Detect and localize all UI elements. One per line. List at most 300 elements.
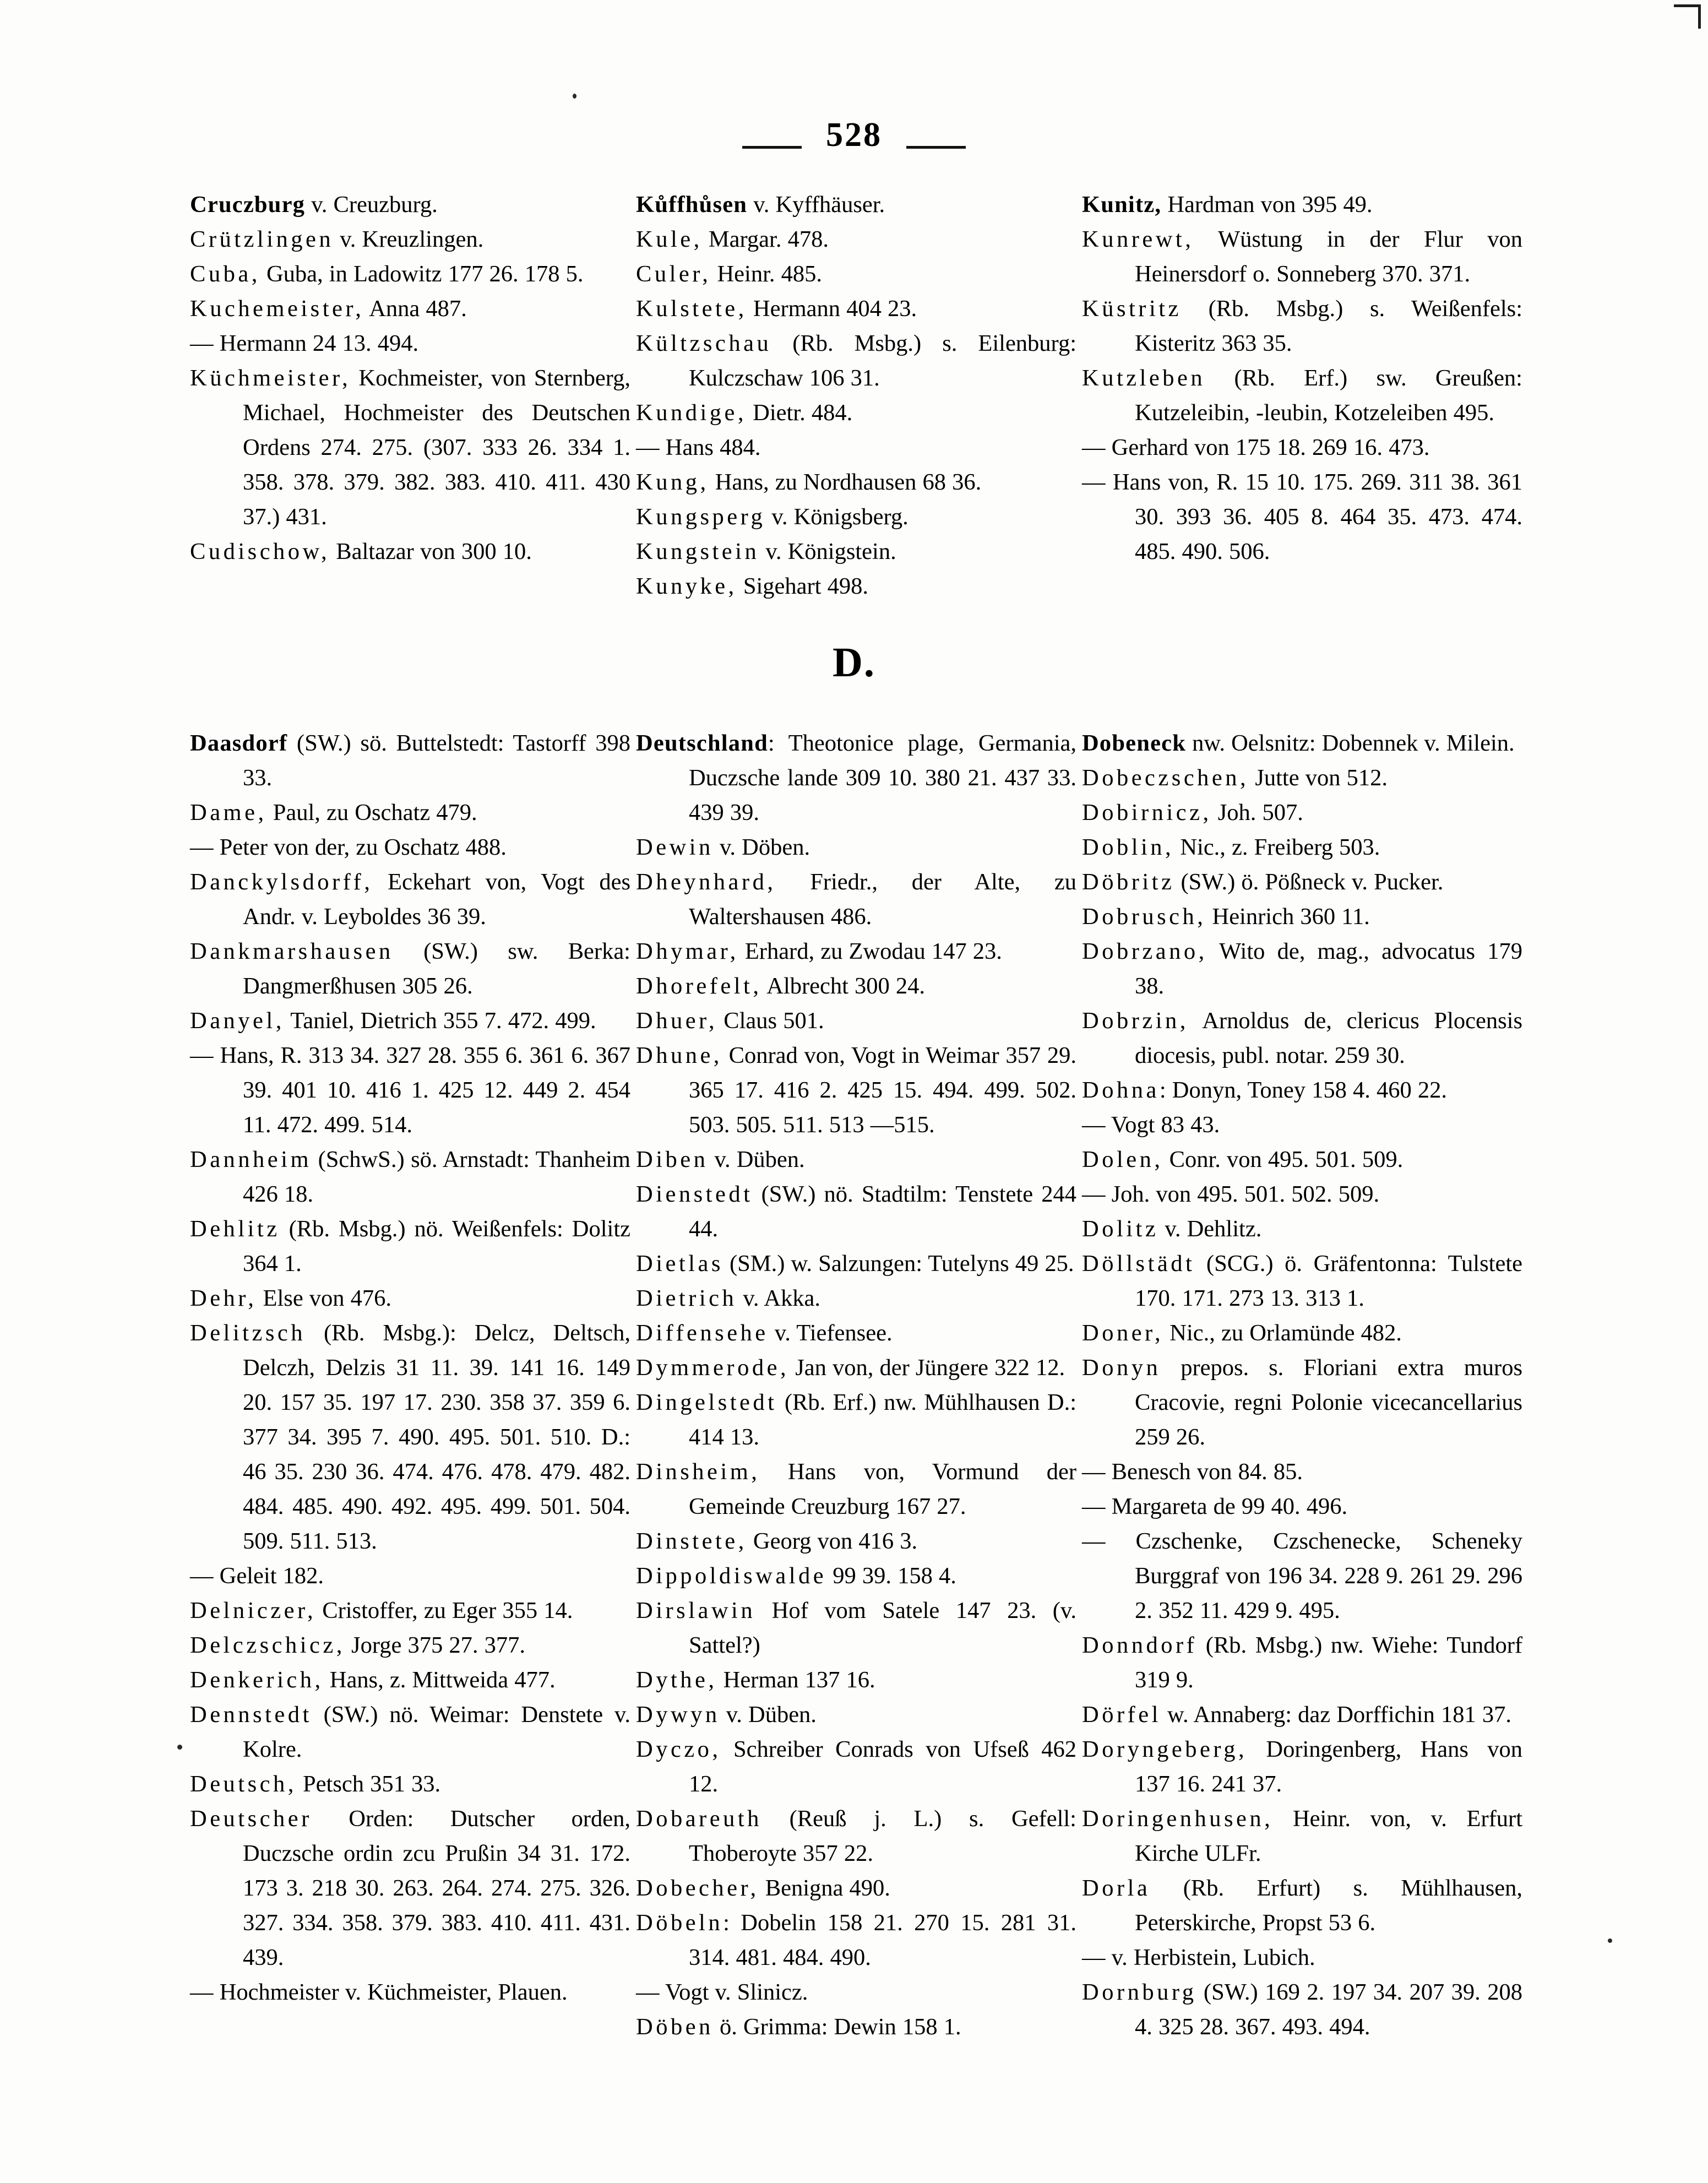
- entry-headword: Dietlas: [636, 1251, 724, 1277]
- entry-headword: Dobareuth: [636, 1806, 762, 1832]
- entry-text: Albrecht 300 24.: [761, 973, 926, 999]
- index-entry: [190, 1038, 630, 1142]
- entry-text: Gerhard von 175 18. 269 16. 473.: [1105, 435, 1430, 460]
- entry-headword: Dywyn: [636, 1702, 720, 1728]
- index-entry: [1082, 1454, 1522, 1489]
- entry-headword: Döbritz: [1082, 869, 1175, 895]
- entry-text: Hermann 404 23.: [747, 296, 917, 322]
- entry-text: Dietr. 484.: [747, 400, 853, 426]
- entry-text: v. Akka.: [737, 1285, 820, 1311]
- entry-text: Nic., zu Orlamünde 482.: [1163, 1320, 1402, 1346]
- index-entry: [1082, 795, 1522, 830]
- entry-text: v. Herbistein, Lubich.: [1105, 1945, 1315, 1970]
- entry-headword: Dhune,: [636, 1042, 722, 1068]
- index-entry: [636, 1593, 1076, 1663]
- index-entry: [1082, 1940, 1522, 1975]
- entry-text: Hof vom Satele 147 23. (v. Sattel?): [689, 1598, 1076, 1658]
- entry-text: : Dobelin 158 21. 270 15. 281 31. 314. 481. 484. 490.: [689, 1910, 1076, 1970]
- index-entry: [1082, 1628, 1522, 1697]
- index-entry: [1082, 1871, 1522, 1940]
- entry-text: Herman 137 16.: [717, 1667, 875, 1693]
- index-entry: [636, 534, 1076, 569]
- entry-text: : Donyn, Toney 158 4. 460 22.: [1159, 1077, 1448, 1103]
- index-entry: [190, 1003, 630, 1038]
- index-entry: [1082, 726, 1522, 761]
- entry-text: Friedr., der Alte, zu Waltershausen 486.: [689, 869, 1076, 930]
- entry-text: Schreiber Conrads von Ufseß 462 12.: [689, 1736, 1076, 1797]
- index-entry: [190, 830, 630, 865]
- entry-text: Jutte von 512.: [1249, 765, 1388, 791]
- entry-text: (SchwS.) sö. Arnstadt: Thanheim 426 18.: [243, 1147, 630, 1207]
- entry-text: v. Kyffhäuser.: [747, 192, 885, 218]
- entry-text: prepos. s. Floriani extra muros Cracovie, regni Polonie vicecancellarius 259 26.: [1135, 1355, 1522, 1450]
- entry-text: (SW.) ö. Pößneck v. Pucker.: [1174, 869, 1444, 895]
- entry-headword: Daasdorf: [190, 730, 288, 756]
- index-entry: [636, 830, 1076, 865]
- entry-text: Heinr. 485.: [711, 261, 823, 287]
- entry-headword: Danyel,: [190, 1008, 285, 1034]
- entry-headword: Doblin,: [1082, 834, 1174, 860]
- index-entry: [636, 1663, 1076, 1697]
- running-head: [0, 105, 1708, 165]
- index-entry: [636, 1350, 1076, 1385]
- entry-text: Guba, in Ladowitz 177 26. 178 5.: [260, 261, 584, 287]
- entry-text: (Rb. Erfurt) s. Mühlhausen, Peterskirche, Propst 53 6.: [1135, 1875, 1522, 1936]
- entry-text: Jorge 375 27. 377.: [345, 1632, 525, 1658]
- entry-headword: Diffensehe: [636, 1320, 769, 1346]
- entry-repeat-dash: —: [1082, 1528, 1106, 1554]
- index-entry: [636, 1454, 1076, 1524]
- entry-text: Cristoffer, zu Eger 355 14.: [316, 1598, 573, 1623]
- index-entry: [1082, 291, 1522, 361]
- entry-headword: Crützlingen: [190, 226, 334, 252]
- index-column-1: [190, 187, 630, 604]
- index-column-3: [1082, 726, 1522, 2044]
- entry-repeat-dash: —: [190, 330, 214, 356]
- index-entry: [1082, 187, 1522, 222]
- index-entry: [1082, 1697, 1522, 1732]
- index-entry: [190, 291, 630, 326]
- entry-text: Czschenke, Czschenecke, Scheneky Burggraf von 196 34. 228 9. 261 29. 296 2. 352 11. 429 9. 495.: [1105, 1528, 1522, 1623]
- entry-repeat-dash: —: [1082, 435, 1106, 460]
- entry-headword: Deutscher: [190, 1806, 312, 1832]
- index-entry: [636, 499, 1076, 534]
- index-entry: [190, 257, 630, 291]
- index-entry: [636, 1524, 1076, 1558]
- entry-text: (Rb. Erf.) sw. Greußen: Kutzeleibin, -leubin, Kotzeleiben 495.: [1135, 365, 1522, 426]
- entry-text: Wüstung in der Flur von Heinersdorf o. Sonneberg 370. 371.: [1135, 226, 1522, 287]
- entry-text: Heinr. von, v. Erfurt Kirche ULFr.: [1135, 1806, 1522, 1866]
- entry-text: Hans von, R. 15 10. 175. 269. 311 38. 361 30. 393 36. 405 8. 464 35. 473. 474. 485. 490. 506.: [1105, 469, 1522, 564]
- entry-headword: Dienstedt: [636, 1181, 753, 1207]
- index-entry: [1082, 1801, 1522, 1871]
- entry-headword: Kunyke,: [636, 573, 737, 599]
- entry-headword: Delitzsch: [190, 1320, 306, 1346]
- entry-repeat-dash: —: [636, 1979, 660, 2005]
- entry-repeat-dash: —: [636, 435, 660, 460]
- index-entry: [1082, 361, 1522, 430]
- entry-text: (Rb. Msbg.) nö. Weißenfels: Dolitz 364 1.: [243, 1216, 630, 1277]
- entry-headword: Dannheim: [190, 1147, 312, 1172]
- index-entry: [636, 726, 1076, 830]
- index-entry: [636, 934, 1076, 969]
- index-entry: [190, 1663, 630, 1697]
- entry-headword: Dietrich: [636, 1285, 737, 1311]
- entry-text: (SW.) sw. Berka: Dangmerßhusen 305 26.: [243, 938, 630, 999]
- index-entry: [636, 865, 1076, 934]
- entry-text: (SW.) nö. Weimar: Denstete v. Kolre.: [243, 1702, 630, 1762]
- index-entry: [636, 1142, 1076, 1177]
- entry-headword: Dymmerode,: [636, 1355, 790, 1381]
- index-column-3: [1082, 187, 1522, 604]
- index-block-d: [190, 726, 1522, 2044]
- index-entry: [636, 1732, 1076, 1801]
- index-entry: [636, 1246, 1076, 1281]
- entry-headword: Donyn: [1082, 1355, 1161, 1381]
- scan-speck: [1608, 1938, 1612, 1943]
- index-entry: [636, 291, 1076, 326]
- index-entry: [636, 1177, 1076, 1246]
- index-entry: [636, 1558, 1076, 1593]
- index-entry: [190, 795, 630, 830]
- entry-headword: Kutzleben: [1082, 365, 1206, 391]
- index-entry: [636, 1975, 1076, 2010]
- index-entry: [1082, 865, 1522, 899]
- entry-headword: Dirslawin: [636, 1598, 756, 1623]
- entry-text: v. Tiefensee.: [768, 1320, 893, 1346]
- index-entry: [190, 361, 630, 534]
- index-entry: [1082, 465, 1522, 569]
- index-entry: [1082, 1350, 1522, 1454]
- index-entry: [636, 1316, 1076, 1350]
- entry-text: Claus 501.: [717, 1008, 824, 1034]
- entry-headword: Dorla: [1082, 1875, 1151, 1901]
- entry-text: v. Düben.: [708, 1147, 805, 1172]
- entry-headword: Doryngeberg,: [1082, 1736, 1248, 1762]
- entry-text: v. Königsberg.: [765, 504, 909, 530]
- entry-headword: Döllstädt: [1082, 1251, 1195, 1277]
- entry-headword: Dobeneck: [1082, 730, 1187, 756]
- index-entry: [636, 969, 1076, 1003]
- entry-text: ö. Grimma: Dewin 158 1.: [713, 2014, 961, 2040]
- index-entry: [636, 1697, 1076, 1732]
- entry-headword: Dhuer,: [636, 1008, 718, 1034]
- entry-text: Baltazar von 300 10.: [330, 539, 532, 564]
- entry-headword: Dobrzin,: [1082, 1008, 1189, 1034]
- entry-text: Peter von der, zu Oschatz 488.: [213, 834, 507, 860]
- rule-right: [906, 146, 966, 149]
- entry-text: Hardman von 395 49.: [1161, 192, 1373, 218]
- entry-headword: Cruczburg: [190, 192, 306, 218]
- entry-text: (SM.) w. Salzungen: Tutelyns 49 25.: [723, 1251, 1074, 1277]
- rule-left: [742, 146, 802, 149]
- index-column-2: [636, 726, 1076, 2044]
- entry-text: Arnoldus de, clericus Plocensis diocesis, publ. notar. 259 30.: [1135, 1008, 1522, 1068]
- index-entry: [1082, 1212, 1522, 1246]
- index-entry: [636, 395, 1076, 430]
- entry-text: Georg von 416 3.: [747, 1528, 918, 1554]
- index-entry: [636, 569, 1076, 604]
- entry-text: v. Königstein.: [759, 539, 896, 564]
- index-entry: [190, 1142, 630, 1212]
- entry-repeat-dash: —: [1082, 1112, 1106, 1138]
- entry-headword: Kunitz,: [1082, 192, 1162, 218]
- entry-text: (SW.) sö. Buttelstedt: Tastorff 398 33.: [243, 730, 630, 791]
- entry-headword: Dinsheim,: [636, 1459, 760, 1485]
- index-entry: [1082, 1142, 1522, 1177]
- entry-text: v. Döben.: [713, 834, 811, 860]
- index-entry: [636, 187, 1076, 222]
- index-entry: [190, 1281, 630, 1316]
- entry-headword: Dörfel: [1082, 1702, 1161, 1728]
- scan-speck: [573, 94, 576, 99]
- entry-repeat-dash: —: [1082, 1945, 1106, 1970]
- entry-headword: Dingelstedt: [636, 1389, 777, 1415]
- index-entry: [1082, 1246, 1522, 1316]
- index-column-2: [636, 187, 1076, 604]
- entry-text: Vogt 83 43.: [1105, 1112, 1220, 1138]
- index-entry: [190, 1628, 630, 1663]
- entry-headword: Kung,: [636, 469, 709, 495]
- entry-headword: Diben: [636, 1147, 709, 1172]
- entry-text: Geleit 182.: [213, 1563, 324, 1589]
- entry-headword: Dheynhard,: [636, 869, 776, 895]
- index-entry: [190, 1697, 630, 1767]
- index-entry: [190, 865, 630, 934]
- entry-text: Taniel, Dietrich 355 7. 472. 499.: [284, 1008, 596, 1034]
- entry-headword: Dolitz: [1082, 1216, 1159, 1242]
- scan-speck: [177, 1745, 182, 1750]
- entry-text: Margareta de 99 40. 496.: [1105, 1494, 1348, 1519]
- entry-repeat-dash: —: [190, 1563, 214, 1589]
- entry-headword: Döbeln: [636, 1910, 724, 1936]
- entry-text: Joh. von 495. 501. 502. 509.: [1105, 1181, 1380, 1207]
- index-entry: [636, 326, 1076, 395]
- entry-text: Hochmeister v. Küchmeister, Plauen.: [213, 1979, 568, 2005]
- entry-repeat-dash: —: [190, 1042, 214, 1068]
- index-entry: [190, 1558, 630, 1593]
- index-entry: [190, 1212, 630, 1281]
- index-entry: [636, 1385, 1076, 1454]
- entry-text: Doringenberg, Hans von 137 16. 241 37.: [1135, 1736, 1522, 1797]
- entry-repeat-dash: —: [190, 1979, 214, 2005]
- entry-headword: Donndorf: [1082, 1632, 1198, 1658]
- entry-text: Joh. 507.: [1211, 800, 1303, 826]
- entry-text: Hans 484.: [659, 435, 761, 460]
- index-entry: [636, 1801, 1076, 1871]
- entry-headword: Dornburg: [1082, 1979, 1197, 2005]
- entry-headword: Dythe,: [636, 1667, 717, 1693]
- entry-headword: Cuba,: [190, 261, 260, 287]
- index-entry: [1082, 899, 1522, 934]
- index-column-1: [190, 726, 630, 2044]
- entry-text: Orden: Dutscher orden, Duczsche ordin zcu Prußin 34 31. 172. 173 3. 218 30. 263. 264. 274. 275. 326. 327. 334. 358. 379. 383. 410. 411. 431. 439.: [243, 1806, 630, 1970]
- entry-headword: Delniczer,: [190, 1598, 317, 1623]
- entry-text: Vogt v. Slinicz.: [659, 1979, 808, 2005]
- index-entry: [636, 1905, 1076, 1975]
- entry-headword: Dehr,: [190, 1285, 257, 1311]
- index-entry: [636, 257, 1076, 291]
- entry-text: nw. Oelsnitz: Dobennek v. Milein.: [1186, 730, 1515, 756]
- entry-text: Sigehart 498.: [737, 573, 868, 599]
- entry-headword: Kundige,: [636, 400, 747, 426]
- entry-text: Nic., z. Freiberg 503.: [1174, 834, 1380, 860]
- index-entry: [190, 1316, 630, 1558]
- entry-headword: Kültzschau: [636, 330, 772, 356]
- index-entry: [1082, 830, 1522, 865]
- entry-headword: Kulstete,: [636, 296, 747, 322]
- entry-headword: Delczschicz,: [190, 1632, 345, 1658]
- section-letter-heading: D.: [833, 639, 875, 686]
- entry-repeat-dash: —: [1082, 1181, 1106, 1207]
- entry-text: Anna 487.: [364, 296, 467, 322]
- index-entry: [636, 222, 1076, 257]
- index-entry: [1082, 934, 1522, 1003]
- entry-text: (Rb. Msbg.) s. Eilenburg: Kulczschaw 106 31.: [689, 330, 1076, 391]
- entry-text: v. Creuzburg.: [305, 192, 438, 218]
- index-entry: [1082, 1489, 1522, 1524]
- entry-headword: Dolen,: [1082, 1147, 1163, 1172]
- entry-headword: Dehlitz: [190, 1216, 280, 1242]
- entry-headword: Dhymar,: [636, 938, 739, 964]
- entry-headword: Kuchemeister,: [190, 296, 365, 322]
- entry-text: (Reuß j. L.) s. Gefell: Thoberoyte 357 22.: [689, 1806, 1076, 1866]
- index-entry: [190, 1593, 630, 1628]
- entry-text: Paul, zu Oschatz 479.: [266, 800, 477, 826]
- entry-headword: Dewin: [636, 834, 714, 860]
- index-entry: [190, 1767, 630, 1801]
- index-entry: [1082, 1316, 1522, 1350]
- index-entry: [1082, 761, 1522, 795]
- entry-text: v. Dehlitz.: [1158, 1216, 1262, 1242]
- entry-text: Conrad von, Vogt in Weimar 357 29. 365 17. 416 2. 425 15. 494. 499. 502. 503. 505. 511. 513 —515.: [689, 1042, 1076, 1138]
- entry-text: Hermann 24 13. 494.: [213, 330, 419, 356]
- index-entry: [1082, 1107, 1522, 1142]
- entry-headword: Kule,: [636, 226, 703, 252]
- index-entry: [190, 1801, 630, 1975]
- index-entry: [636, 2010, 1076, 2044]
- entry-headword: Dobeczschen,: [1082, 765, 1249, 791]
- page-edge-mark: [1698, 4, 1701, 29]
- entry-text: Hans von, Vormund der Gemeinde Creuzburg 167 27.: [689, 1459, 1076, 1519]
- entry-headword: Döben: [636, 2014, 714, 2040]
- entry-text: Kochmeister, von Sternberg, Michael, Hochmeister des Deutschen Ordens 274. 275. (307. 333 26. 334 1. 358. 378. 379. 382. 383. 410. 411. 430 37.) 431.: [243, 365, 630, 530]
- entry-headword: Dhorefelt,: [636, 973, 762, 999]
- entry-text: Petsch 351 33.: [296, 1771, 441, 1797]
- entry-text: Benesch von 84. 85.: [1105, 1459, 1303, 1485]
- entry-headword: Kůffhůsen: [636, 192, 748, 218]
- entry-headword: Deutsch,: [190, 1771, 297, 1797]
- entry-headword: Kungsperg: [636, 504, 766, 530]
- entry-text: v. Kreuzlingen.: [334, 226, 484, 252]
- index-entry: [190, 187, 630, 222]
- entry-text: (Rb. Msbg.) s. Weißenfels: Kisteritz 363 35.: [1135, 296, 1522, 356]
- entry-text: Margar. 478.: [702, 226, 829, 252]
- index-entry: [190, 222, 630, 257]
- entry-text: (Rb. Erf.) nw. Mühlhausen D.: 414 13.: [689, 1389, 1076, 1450]
- entry-headword: Kungstein: [636, 539, 760, 564]
- entry-headword: Dankmarshausen: [190, 938, 394, 964]
- entry-text: Benigna 490.: [759, 1875, 890, 1901]
- index-entry: [636, 430, 1076, 465]
- entry-headword: Küchmeister,: [190, 365, 351, 391]
- entry-headword: Culer,: [636, 261, 711, 287]
- entry-headword: Dippoldiswalde: [636, 1563, 827, 1589]
- entry-headword: Cudischow,: [190, 539, 330, 564]
- entry-text: Jan von, der Jüngere 322 12.: [789, 1355, 1065, 1381]
- entry-headword: Dobecher,: [636, 1875, 759, 1901]
- entry-text: (SCG.) ö. Gräfentonna: Tulstete 170. 171. 273 13. 313 1.: [1135, 1251, 1522, 1311]
- index-entry: [1082, 1073, 1522, 1107]
- index-entry: [636, 1281, 1076, 1316]
- entry-headword: Dohna: [1082, 1077, 1160, 1103]
- page-edge-mark: [1674, 4, 1699, 7]
- index-entry: [1082, 1524, 1522, 1628]
- entry-repeat-dash: —: [190, 834, 214, 860]
- entry-text: Erhard, zu Zwodau 147 23.: [738, 938, 1002, 964]
- entry-headword: Dobrzano,: [1082, 938, 1207, 964]
- entry-headword: Dyczo,: [636, 1736, 721, 1762]
- entry-headword: Dennstedt: [190, 1702, 312, 1728]
- entry-text: Eckehart von, Vogt des Andr. v. Leyboldes 36 39.: [243, 869, 630, 930]
- entry-text: Hans, zu Nordhausen 68 36.: [709, 469, 982, 495]
- index-block-k: [190, 187, 1522, 604]
- entry-text: (Rb. Msbg.): Delcz, Deltsch, Delczh, Delzis 31 11. 39. 141 16. 149 20. 157 35. 197 17. 230. 358 37. 359 6. 377 34. 395 7. 490. 495. 501. 510. D.: 46 35. 230 36. 474. 476. 478. 479. 482. 484. 485. 490. 492. 495. 499. 501. 504. 509. 511. 513.: [243, 1320, 630, 1554]
- entry-headword: Doringenhusen,: [1082, 1806, 1274, 1832]
- index-entry: [1082, 1177, 1522, 1212]
- page-number: 528: [826, 116, 882, 154]
- entry-text: Hans, R. 313 34. 327 28. 355 6. 361 6. 367 39. 401 10. 416 1. 425 12. 449 2. 454 11. 472. 499. 514.: [213, 1042, 630, 1138]
- entry-headword: Denkerich,: [190, 1667, 324, 1693]
- index-entry: [1082, 222, 1522, 291]
- index-entry: [1082, 1003, 1522, 1073]
- index-entry: [1082, 1732, 1522, 1801]
- index-entry: [190, 726, 630, 795]
- index-entry: [636, 465, 1076, 499]
- index-entry: [1082, 1975, 1522, 2044]
- entry-text: Heinrich 360 11.: [1206, 904, 1370, 930]
- entry-text: (Rb. Msbg.) nw. Wiehe: Tundorf 319 9.: [1135, 1632, 1522, 1693]
- entry-text: : Theotonice plage, Germania, Duczsche lande 309 10. 380 21. 437 33. 439 39.: [689, 730, 1076, 826]
- entry-text: w. Annaberg: daz Dorffichin 181 37.: [1161, 1702, 1511, 1728]
- entry-text: (SW.) nö. Stadtilm: Tenstete 244 44.: [689, 1181, 1076, 1242]
- entry-text: Conr. von 495. 501. 509.: [1163, 1147, 1404, 1172]
- entry-text: Hans, z. Mittweida 477.: [323, 1667, 556, 1693]
- entry-headword: Dame,: [190, 800, 267, 826]
- entry-text: (SW.) 169 2. 197 34. 207 39. 208 4. 325 28. 367. 493. 494.: [1135, 1979, 1522, 2040]
- entry-headword: Doner,: [1082, 1320, 1164, 1346]
- index-entry: [190, 534, 630, 569]
- entry-text: 99 39. 158 4.: [826, 1563, 956, 1589]
- index-entry: [190, 1975, 630, 2010]
- entry-headword: Dobrusch,: [1082, 904, 1206, 930]
- index-entry: [190, 934, 630, 1003]
- entry-headword: Küstritz: [1082, 296, 1182, 322]
- index-entry: [636, 1871, 1076, 1905]
- entry-repeat-dash: —: [1082, 469, 1106, 495]
- entry-text: v. Düben.: [720, 1702, 817, 1728]
- entry-headword: Kunrewt,: [1082, 226, 1194, 252]
- entry-headword: Dobirnicz,: [1082, 800, 1212, 826]
- entry-repeat-dash: —: [1082, 1494, 1106, 1519]
- index-entry: [1082, 430, 1522, 465]
- entry-headword: Danckylsdorff,: [190, 869, 373, 895]
- entry-headword: Deutschland: [636, 730, 768, 756]
- entry-text: Wito de, mag., advocatus 179 38.: [1135, 938, 1522, 999]
- index-entry: [190, 326, 630, 361]
- entry-text: Else von 476.: [257, 1285, 392, 1311]
- index-entry: [636, 1003, 1076, 1038]
